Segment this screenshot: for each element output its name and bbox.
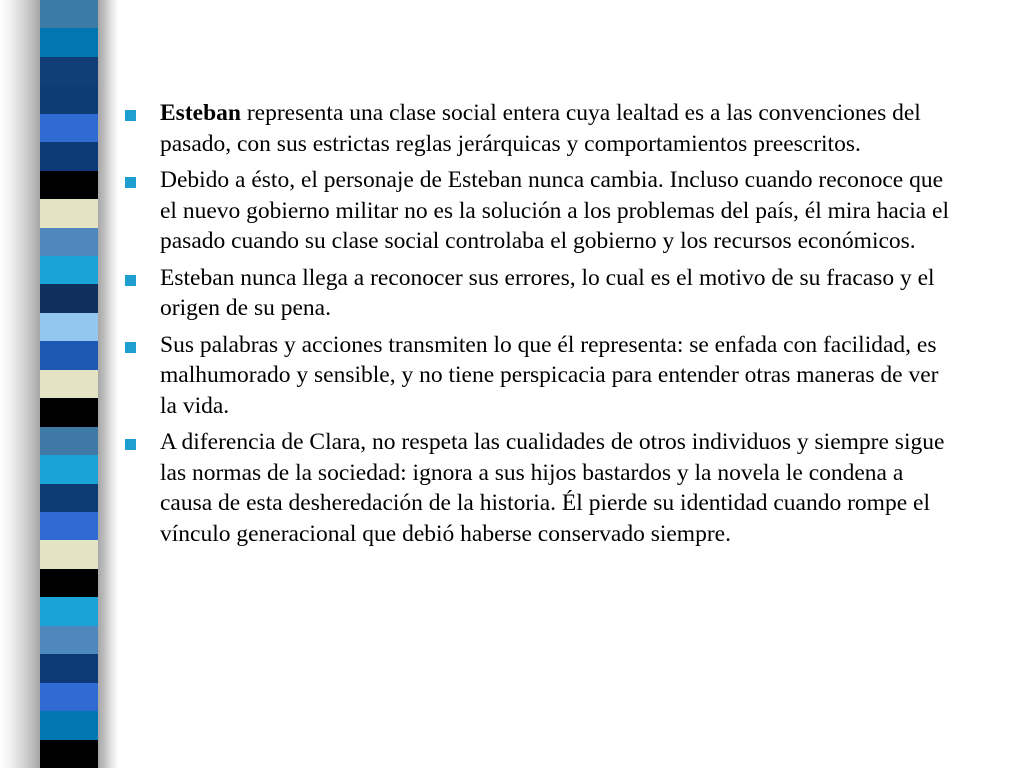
stripe-block	[40, 740, 98, 768]
stripe-block	[40, 57, 98, 85]
stripe-block	[40, 199, 98, 228]
stripe-block	[40, 0, 98, 28]
stripe-block	[40, 569, 98, 597]
square-bullet-icon	[125, 439, 136, 450]
stripe-block	[40, 284, 98, 313]
square-bullet-icon	[125, 177, 136, 188]
stripe-block	[40, 142, 98, 171]
slide-content	[120, 98, 960, 555]
stripe-block	[40, 228, 98, 256]
stripe-block	[40, 370, 98, 398]
bullet-item-personaje-nunca-cambia	[120, 165, 960, 257]
bullet-lead-text: Esteban	[160, 100, 241, 126]
bullet-text: Esteban nunca llega a reconocer sus errores, lo cual es el motivo de su fracaso y el origen de su pena.	[160, 264, 935, 321]
stripe-block	[40, 85, 98, 114]
stripe-block	[40, 484, 98, 512]
bullet-text: Debido a ésto, el personaje de Esteban nunca cambia. Incluso cuando reconoce que el nuevo gobierno militar no es la solución a los problemas del país, él mira hacia el pasado cuando su clase social controlaba el gobierno y los recursos económicos.	[160, 167, 949, 254]
stripe-block	[40, 256, 98, 284]
stripe-block	[40, 654, 98, 683]
bullet-item-esteban-clase-social	[120, 98, 960, 159]
bullet-text: representa una clase social entera cuya lealtad es a las convenciones del pasado, con sus estrictas reglas jerárquicas y comportamientos preescritos.	[160, 100, 921, 157]
stripe-block	[40, 427, 98, 455]
stripe-block	[40, 171, 98, 199]
bullet-text: A diferencia de Clara, no respeta las cualidades de otros individuos y siempre sigue las normas de la sociedad: ignora a sus hijos bastardos y la novela le condena a causa de esta desheredación de la historia. Él pierde su identidad cuando rompe el vínculo generacional que debió haberse conservado siempre.	[160, 429, 945, 547]
stripe-block	[40, 455, 98, 484]
stripe-block	[40, 683, 98, 711]
square-bullet-icon	[125, 342, 136, 353]
stripe-block	[40, 313, 98, 341]
stripe-column	[40, 0, 98, 768]
stripe-block	[40, 398, 98, 427]
stripe-block	[40, 114, 98, 142]
decorative-stripe-bar	[0, 0, 118, 768]
square-bullet-icon	[125, 110, 136, 121]
bullet-text: Sus palabras y acciones transmiten lo que él representa: se enfada con facilidad, es malhumorado y sensible, y no tiene perspicacia para entender otras maneras de ver la vida.	[160, 331, 939, 419]
stripe-block	[40, 626, 98, 654]
square-bullet-icon	[125, 275, 136, 286]
bullet-item-diferencia-clara	[120, 427, 960, 549]
stripe-block	[40, 341, 98, 370]
stripe-block	[40, 540, 98, 569]
stripe-block	[40, 597, 98, 626]
bullet-item-errores	[120, 263, 960, 324]
stripe-block	[40, 711, 98, 740]
bullet-list	[120, 98, 960, 549]
stripe-block	[40, 512, 98, 540]
stripe-block	[40, 28, 98, 57]
bullet-item-palabras-acciones	[120, 330, 960, 422]
